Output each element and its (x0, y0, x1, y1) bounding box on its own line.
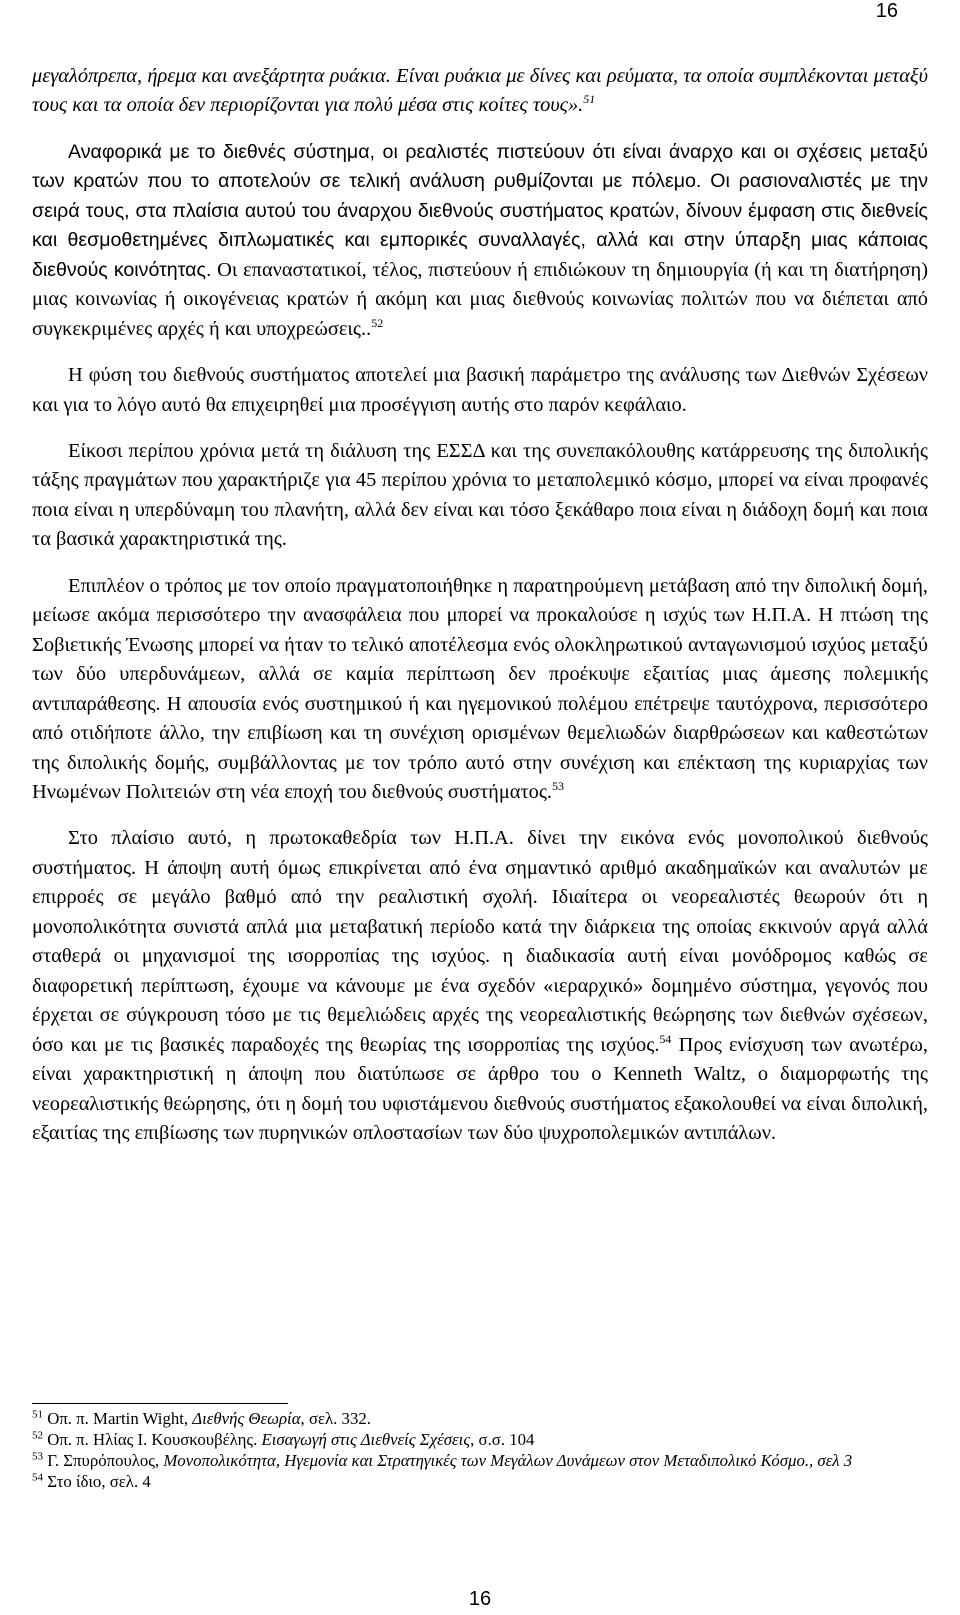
footnote-title: Μονοπολικότητα, Ηγεμονία και Στρατηγικές των Μεγάλων Δυνάμεων στον Μεταδιπολικό Κόσμο., σελ 3 (163, 1451, 853, 1470)
paragraph-text: Η φύση του διεθνούς συστήματος αποτελεί μια βασική παράμετρο της ανάλυσης των Διεθνών Σχέσεων και για το λόγο αυτό θα επιχειρηθεί μια προσέγγιση αυτής στο παρόν κεφάλαιο. (32, 364, 928, 416)
footnote-title: Διεθνής Θεωρία (192, 1409, 301, 1428)
quote-text: μεγαλόπρεπα, ήρεμα και ανεξάρτητα ρυάκια. Είναι ρυάκια με δίνες και ρεύματα, τα οποία συμπλέκονται μεταξύ τους και τα οποία δεν περιορίζονται για πολύ μέσα στις κοίτες τους». (32, 65, 928, 117)
footnote-ref-52: 52 (371, 315, 384, 330)
paragraph-text: Επιπλέον ο τρόπος με τον οποίο πραγματοποιήθηκε η παρατηρούμενη μετάβαση από την διπολική δομή, μείωσε ακόμα περισσότερο την ανασφάλεια που μπορεί να προκαλούσε η ισχύς των Η.Π.Α. Η πτώση της Σοβιετικής Ένωσης μπορεί να ήταν το τελικό αποτέλεσμα ενός ολοκληρωτικού ανταγωνισμού ισχύος μεταξύ των δύο υπερδυνάμεων, αλλά σε καμία περίπτωση δεν προέκυψε εξαιτίας μιας άμεσης πολεμικής αντιπαράθεσης. Η απουσία ενός συστημικού ή και ηγεμονικού πολέμου επέτρεψε ταυτόχρονα, περισσότερο από οτιδήποτε άλλο, την επιβίωση και τη συνέχιση ορισμένων θεμελιωδών διαρθρώσεων και καθεστώτων της διπολικής δομής, συμβάλλοντας με τον τρόπο αυτό στην συνέχιση και επέκταση της κυριαρχίας των Ηνωμένων Πολιτειών στη νέα εποχή του διεθνούς συστήματος. (32, 574, 928, 803)
footnote-number: 51 (32, 1408, 43, 1421)
paragraph-text: Οι επαναστατικοί, τέλος, πιστεύουν ή επιδιώκουν τη δημιουργία (ή και τη διατήρηση) μιας κοινωνίας ή οικογένειας κρατών ή ακόμη και μιας διεθνούς κοινωνίας πολιτών που να διέπεται από συγκεκριμένες αρχές ή και υποχρεώσεις.. (32, 258, 928, 340)
page-number-top: 16 (875, 0, 898, 22)
footnote-number: 54 (32, 1471, 43, 1484)
footnote-51 (32, 1408, 912, 1429)
paragraph-transition (32, 572, 928, 808)
footnote-number: 53 (32, 1450, 43, 1463)
footnote-author: Γ. Σπυρόπουλος, (47, 1451, 164, 1470)
footnote-author: Οπ. π. Ηλίας Ι. Κουσκουβέλης. (47, 1430, 262, 1449)
footnote-ref-54: 54 (659, 1031, 672, 1046)
page-number-bottom: 16 (468, 1588, 492, 1610)
paragraph-unipolarity (32, 824, 928, 1148)
paragraph-quote (32, 62, 928, 121)
footnote-separator (32, 1403, 288, 1404)
body-text (32, 62, 928, 1148)
paragraph-international-system (32, 138, 928, 344)
footnote-53 (32, 1450, 912, 1471)
footnote-54 (32, 1471, 912, 1492)
footnote-author: Στο ίδιο, σελ. 4 (47, 1472, 151, 1491)
footnote-52 (32, 1429, 912, 1450)
footnote-author: Οπ. π. Martin Wight, (47, 1409, 193, 1428)
footnote-rest: , σελ. 332. (300, 1409, 371, 1428)
footnote-number: 52 (32, 1429, 43, 1442)
footnotes (32, 1408, 912, 1492)
paragraph-nature-of-system (32, 361, 928, 420)
paragraph-text: Είκοσι περίπου χρόνια μετά τη διάλυση της ΕΣΣΔ και της συνεπακόλουθης κατάρρευσης της διπολικής τάξης πραγμάτων που χαρακτήριζε για 45 περίπου χρόνια το μεταπολεμικό κόσμο, μπορεί να είναι προφανές ποια είναι η υπερδύναμη του πλανήτη, αλλά δεν είναι και τόσο ξεκάθαρο ποια είναι η διάδοχη δομή και ποια τα βασικά χαρακτηριστικά της. (32, 439, 928, 551)
paragraph-text: Στο πλαίσιο αυτό, η πρωτοκαθεδρία των Η.Π.Α. δίνει την εικόνα ενός μονοπολικού διεθνούς συστήματος. Η άποψη αυτή όμως επικρίνεται από ένα σημαντικό αριθμό ακαδημαϊκών και αναλυτών με επιρροές σε μεγάλο βαθμό από την ρεαλιστική σχολή. Ιδιαίτερα οι νεορεαλιστές θεωρούν ότι η μονοπολικότητα συνιστά απλά μια μεταβατική περίοδο κατά την διάρκεια της οποίας εκκινούν αργά αλλά σταθερά οι μηχανισμοί της ισορροπίας της ισχύος. η διαδικασία αυτή είναι μονόδρομος καθώς σε διαφορετική περίπτωση, έχουμε να κάνουμε με ένα σχεδόν «ιεραρχικό» δομημένο σύστημα, γεγονός που έρχεται σε σύγκρουση τόσο με τις θεμελιώδεις αρχές της νεορεαλιστικής θεώρησης των διεθνών σχέσεων, όσο και με τις βασικές παραδοχές της θεωρίας της ισορροπίας της ισχύος. (32, 827, 928, 1056)
paragraph-ussr-dissolution (32, 437, 928, 555)
footnote-title: Εισαγωγή στις Διεθνείς Σχέσεις (261, 1430, 471, 1449)
footnote-rest: , σ.σ. 104 (470, 1430, 535, 1449)
paragraph-text-sans: Αναφορικά με το διεθνές σύστημα, οι ρεαλιστές πιστεύουν ότι είναι άναρχο και οι σχέσεις μεταξύ των κρατών που το αποτελούν σε τελική ανάλυση ρυθμίζονται με πόλεμο. Οι ρασιοναλιστές με την σειρά τους, στα πλαίσια αυτού του άναρχου διεθνούς συστήματος κρατών, δίνουν έμφαση στις διεθνείς και θεσμοθετημένες διπλωματικές και εμπορικές συναλλαγές, αλλά και στην ύπαρξη μιας κάποιας διεθνούς κοινότητας. (32, 140, 928, 281)
paragraph-text: Προς ενίσχυση των ανωτέρω, είναι χαρακτηριστική η άποψη που διατύπωσε σε άρθρο του ο Kenneth Waltz, ο διαμορφωτής της νεορεαλιστικής θεώρησης, ότι η δομή του υφιστάμενου διεθνούς συστήματος εξακολουθεί να είναι διπολική, εξαιτίας της επιβίωσης των πυρηνικών οπλοστασίων των δύο ψυχροπολεμικών αντιπάλων. (32, 1033, 928, 1144)
footnote-ref-51: 51 (583, 92, 596, 107)
footnote-ref-53: 53 (552, 779, 565, 794)
